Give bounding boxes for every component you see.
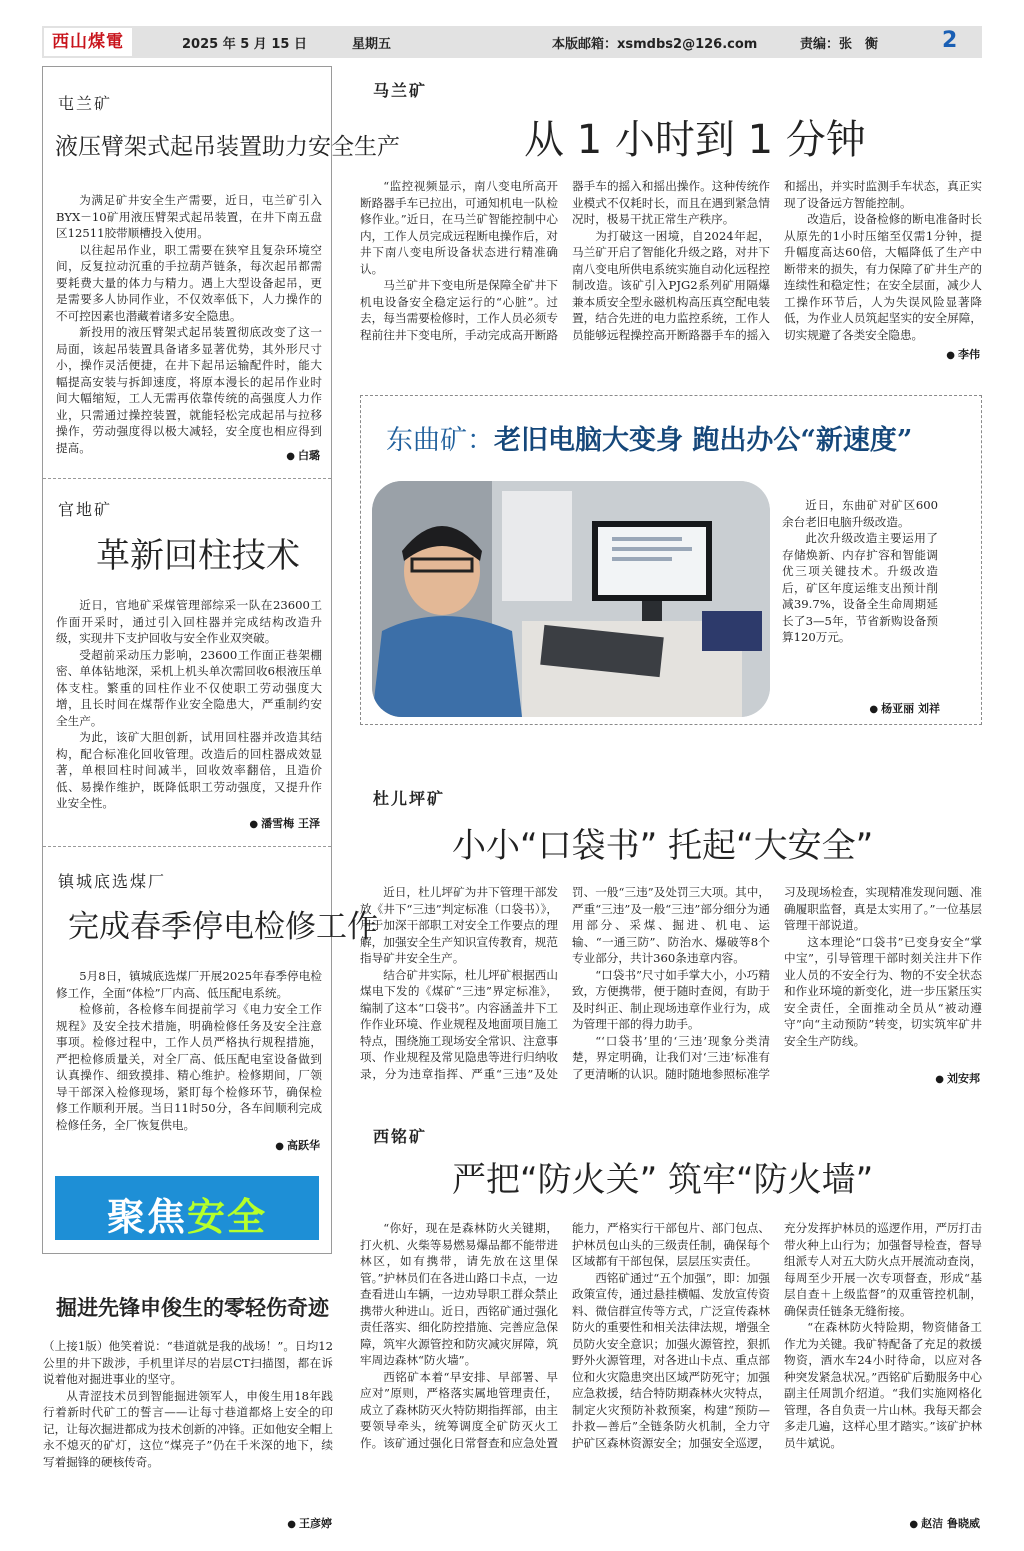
tunlan-paragraph: 以往起吊作业，职工需要在狭窄且复杂环境空间，反复拉动沉重的手拉葫芦链条，每次起吊都需要耗费大量的体力与精力。遇上大型设备起吊，更是需要多人协同作业，不仅效率低下，人力操作的不可控因素也潜藏着诸多安全隐患。 (56, 242, 322, 323)
juejin-paragraph: 从青涩技术员到智能掘进领军人，申俊生用18年践行着新时代矿工的誓言——让每寸巷道都烙上安全的印记，让每次掘进都成为技术创新的冲锋。正如他安全帽上永不熄灭的矿灯，这位“煤亮子”仍在千米深的地下，续写着掘锋的硬核传奇。 (43, 1388, 333, 1469)
ximing-author: ● 赵洁 鲁晓威 (880, 1515, 980, 1531)
guandi-author: ● 潘雪梅 王泽 (200, 815, 320, 831)
zhencheng-author: ● 高跃华 (230, 1137, 320, 1153)
juejin-paragraph: （上接1版）他笑着说：“巷道就是我的战场！”。日均12公里的井下跋涉，手机里详尽的岩层CT扫描图，都在诉说着他对掘进事业的坚守。 (43, 1339, 333, 1386)
dongqu-body (782, 497, 938, 646)
juejin-body (43, 1338, 333, 1470)
tunlan-paragraph: 新投用的液压臂架式起吊装置彻底改变了这一局面，该起吊装置具备诸多显著优势，其外形尺寸小，操作灵活便捷，在井下起吊运输配件时，能大幅提高安装与拆卸速度，将原本漫长的起吊作业时间大幅缩短，工人无需再依靠传统的高强度人力作业，只需通过操控装置，就能轻松完成起吊与拉移操作，劳动强度得以极大减轻，安全度也相应得到提高。 (56, 325, 322, 455)
duerping-paragraph: “‘口袋书’里的‘三违’现象分类清楚，界定明确，让我们对‘三违’标准有了更清晰的认识。随时随地参照标准学习及现场检查，实现精准发现问题、准确履职监督，真是太实用了。”一位基层管理干部说道。 (572, 885, 982, 1081)
section-divider (43, 478, 331, 479)
ximing-paragraph: 西铭矿通过“五个加强”，即：加强政策宣传，通过悬挂横幅、发放宣传资料、微信群宣传等方式，广泛宣传森林防火的重要性和相关法律法规，增强全员防火安全意识；加强火源管控，狠抓野外火源管理，对各进山卡点、重点部位和火灾隐患突出区域严防死守；加强应急救援，结合特防期森林火灾特点，制定火灾预防补救预案，构建“预防—扑救—善后”全链条防火机制，全力守护矿区森林资源安全；加强安全巡逻，充分发挥护林员的巡逻作用，严厉打击带火种上山行为；加强督导检查，督导组派专人对五大防火点开展流动查岗，每周至少开展一次专项督查，形成“基层自查＋上级监督”的双重管控机制，确保责任链条无缝衔接。 (572, 1221, 982, 1450)
zhencheng-paragraph: 5月8日，镇城底选煤厂开展2025年春季停电检修工作，全面“体检”厂内高、低压配电系统。 (56, 969, 322, 1000)
office-computer-photo (372, 481, 770, 717)
ximing-title: 严把“防火关” 筑牢“防火墙” (452, 1160, 874, 1200)
dongqu-author: ● 杨亚丽 刘祥 (830, 700, 940, 716)
tunlan-author: ● 白璐 (230, 447, 320, 463)
page-editor: 责编：张 衡 (800, 37, 879, 52)
tunlan-body (56, 192, 322, 456)
section-divider (43, 846, 331, 847)
ximing-paragraph: “你好，现在是森林防火关键期，打火机、火柴等易燃易爆品都不能带进林区，如有携带，请先放在这里保管。”护林员们在各进山路口卡点，一边查看进山车辆，一边劝导职工群众禁止携带火种进山。近日，西铭矿通过强化责任落实、细化防控措施、完善应急保障，筑牢火源管控和防灾减灾屏障，筑牢周边森林“防火墙”。 (360, 1221, 558, 1367)
page-header (42, 26, 982, 58)
zhencheng-kicker: 镇城底选煤厂 (58, 872, 167, 891)
duerping-paragraph: “口袋书”尺寸如手掌大小，小巧精致，方便携带，便于随时查阅，有助于及时纠正、制止现场违章作业行为，成为管理干部的得力助手。 (572, 967, 770, 1031)
malan-paragraph: 马兰矿井下变电所是保障全矿井下机电设备安全稳定运行的“心脏”。过去，每当需要检修时，工作人员必须专程前往井下变电所，手动完成高开断路器手车的摇入和摇出操作。这种传统作业模式不仅耗时长，而且在遇到紧急情况时，极易干扰正常生产秩序。 (360, 179, 770, 342)
juejin-title: 掘进先锋申俊生的零轻伤奇迹 (56, 1296, 329, 1320)
malan-paragraph: 改造后，设备检修的断电准备时长从原先的1小时压缩至仅需1分钟，提升幅度高达60倍，大幅降低了生产中断带来的损失，有力保障了矿井生产的连续性和稳定性；在安全层面，减少人工操作环节后，人为失误风险显著降低，为作业人员筑起坚实的安全屏障，切实规避了各类安全隐患。 (784, 212, 982, 342)
ximing-paragraph: 西铭矿本着“早安排、早部署、早应对”原则，严格落实属地管理责任，成立了森林防灭火特防期指挥部，由主要领导牵头，统筹调度全矿防灭火工作。该矿通过强化日常督查和应急处置能力，严格实行干部包片、部门包点、护林员包山头的三级责任制，确保每个区域都有干部包保，层层压实责任。 (360, 1221, 770, 1450)
guandi-paragraph: 受超前采动压力影响，23600工作面正巷架棚密、单体钻地深，采机上机头单次需回收6根液压单体支柱。繁重的回柱作业不仅使职工劳动强度大增，且长时间在煤帮作业安全隐患大，严重制约安全生产。 (56, 647, 322, 728)
focus-safety-banner (55, 1176, 319, 1240)
tunlan-title: 液压臂架式起吊装置助力安全生产 (55, 134, 400, 160)
ximing-kicker: 西铭矿 (373, 1127, 428, 1146)
duerping-body (360, 884, 982, 1084)
duerping-title: 小小“口袋书” 托起“大安全” (452, 826, 874, 866)
focus-banner-text: 聚焦 (106, 1195, 187, 1239)
malan-paragraph: 为打破这一困境，自2024年起，马兰矿开启了智能化升级之路，对井下南八变电所供电系统实施自动化远程控制改造。该矿引入PJG2系列矿用隔爆兼本质安全型永磁机构高压真空配电装置，结合先进的电力监控系统，工作人员能够远程操控高开断路器手车的摇入和摇出，并实时监测手车状态，真正实现了设备远方智能控制。 (572, 179, 982, 342)
dongqu-paragraph: 近日，东曲矿对矿区600余台老旧电脑升级改造。 (782, 498, 938, 529)
dongqu-title (386, 418, 912, 457)
page-number: 2 (942, 28, 958, 53)
ximing-body (360, 1220, 982, 1480)
duerping-paragraph: 近日，杜儿坪矿为井下管理干部发放《井下“三违”判定标准（口袋书）》，用于加深干部职工对安全工作要点的理解，加强安全生产知识宣传教育，规范指导矿井安全生产。 (360, 885, 558, 965)
guandi-paragraph: 近日，官地矿采煤管理部综采一队在23600工作面开采时，通过引入回柱器并完成结构改造升级，实现井下支护回收与安全作业双突破。 (56, 598, 322, 645)
malan-kicker: 马兰矿 (373, 81, 428, 100)
dongqu-paragraph: 此次升级改造主要运用了存储焕新、内存扩容和智能调优三项关键技术。升级改造后，矿区年度运维支出预计削减39.7%，设备全生命周期延长了3—5年，节省新购设备预算120万元。 (782, 531, 938, 644)
juejin-author: ● 王彦婷 (240, 1515, 332, 1531)
zhencheng-title: 完成春季停电检修工作 (68, 909, 378, 945)
photo-illustration (372, 481, 770, 717)
duerping-author: ● 刘安邦 (900, 1070, 980, 1086)
tunlan-kicker: 屯兰矿 (58, 94, 113, 113)
guandi-kicker: 官地矿 (58, 500, 113, 519)
guandi-paragraph: 为此，该矿大胆创新，试用回柱器并改造其结构，配合标准化回收管理。改造后的回柱器成效显著，单根回柱时间减半，回收效率翻倍，且造价低、易操作维护，既降低职工劳动强度，又提升作业安全性。 (56, 730, 322, 810)
tunlan-paragraph: 为满足矿井安全生产需要，近日，屯兰矿引入BYX－10矿用液压臂架式起吊装置，在井下南五盘区12511胶带顺槽投入使用。 (56, 193, 322, 240)
guandi-title: 革新回柱技术 (96, 536, 300, 576)
malan-body (360, 178, 982, 368)
dongqu-title-prefix: 东曲矿： (386, 425, 494, 456)
dongqu-title-main: 老旧电脑大变身 跑出办公“新速度” (494, 425, 913, 456)
page-email[interactable]: 本版邮箱：xsmdbs2@126.com (552, 37, 758, 52)
zhencheng-body (56, 968, 322, 1133)
focus-banner-accent: 安全 (187, 1195, 268, 1239)
duerping-kicker: 杜儿坪矿 (373, 789, 446, 808)
guandi-body (56, 597, 322, 812)
ximing-paragraph: “在森林防火特险期，物资储备工作尤为关键。我矿特配备了充足的救援物资，酒水车24小时待命，以应对各种突发紧急状况。”西铭矿后勤服务中心副主任周凯介绍道。“我们实施网格化管理，各自负责一片山林。我每天都会多走几遍，这样心里才踏实。”该矿护林员牛斌说。 (784, 1320, 982, 1450)
issue-date: 2025 年 5 月 15 日 (182, 37, 307, 52)
newspaper-logo: 西山煤電 (44, 28, 132, 56)
issue-weekday: 星期五 (352, 37, 392, 52)
malan-paragraph: “监控视频显示，南八变电所高开断路器手车已拉出，可通知机电一队检修作业。”近日，在马兰矿智能控制中心内，工作人员完成远程断电操作后，对井下南八变电所设备状态进行精准确认。 (360, 179, 558, 276)
duerping-paragraph: 结合矿井实际，杜儿坪矿根据西山煤电下发的《煤矿“三违”界定标准》，编制了这本“口袋书”。内容涵盖井下工作作业环境、作业规程及地面项目施工特点，围绕施工现场安全常识、注意事项、作业规程及常见隐患等进行归纳收录，分为违章指挥、严重“三违”及处罚、一般“三违”及处罚三大项。其中，严重“三违”及一般“三违”部分细分为通用部分、采煤、掘进、机电、运输、“一通三防”、防治水、爆破等8个专业部分，共计360条违章内容。 (360, 885, 770, 1081)
malan-author: ● 李伟 (900, 346, 980, 362)
zhencheng-paragraph: 检修前，各检修车间提前学习《电力安全工作规程》及安全技术措施，明确检修任务及安全注意事项。检修过程中，工作人员严格执行规程措施，严把检修质量关，对全厂高、低压配电室设备做到认真操作、细致摸排、精心维护。检修期间，厂领导干部深入检修现场，紧盯每个检修环节，确保检修工作顺利开展。当日11时50分，各车间顺利完成检修任务，全厂恢复供电。 (56, 1002, 322, 1132)
malan-title: 从 1 小时到 1 分钟 (524, 117, 866, 163)
duerping-paragraph: 这本理论“口袋书”已变身安全“掌中宝”，引导管理干部时刻关注井下作业人员的不安全行为、物的不安全状态和作业环境的新变化，进一步压紧压实安全责任，全面推动全员从“被动遵守”向“主动预防”转变，切实筑牢矿井安全生产防线。 (784, 934, 982, 1048)
